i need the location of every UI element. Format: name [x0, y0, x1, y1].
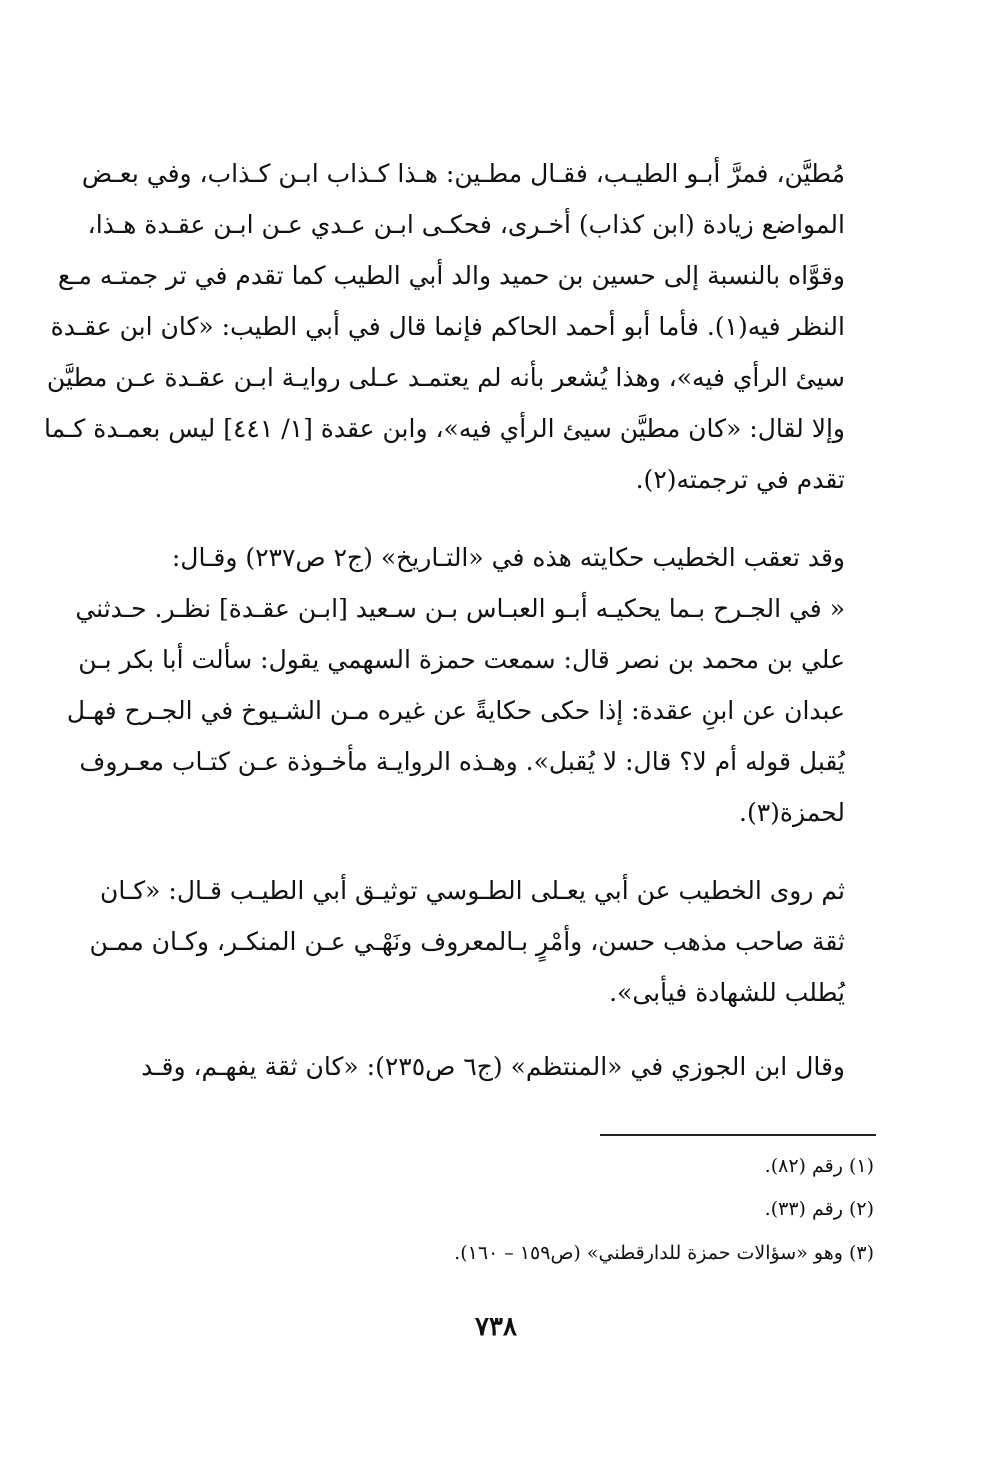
text-line: وقد تعقب الخطيب حكايته هذه في «التـاريخ» (ج٢ ص٢٣٧) وقـال:: [171, 543, 845, 572]
footnote: (١) رقم (٨٢).: [764, 1155, 874, 1177]
page-number: ٧٣٨: [475, 1312, 517, 1342]
text-line: عبدان عن ابنِ عقدة: إذا حكى حكايةً عن غيره مـن الشـيوخ في الجـرح فهـل: [66, 696, 845, 725]
text-line: وقوَّاه بالنسبة إلى حسين بن حميد والد أبي الطيب كما تقدم في تر جمتـه مـع: [57, 261, 845, 290]
text-line: لحمزة(٣).: [739, 798, 845, 827]
text-line: ثقة صاحب مذهب حسن، وأمْرٍ بـالمعروف ونَهْـي عـن المنكـر، وكـان ممـن: [89, 927, 845, 956]
footnote: (٢) رقم (٣٣).: [764, 1198, 874, 1220]
text-line: وإلا لقال: «كان مطيَّن سيئ الرأي فيه»، وابن عقدة [١/ ٤٤١] ليس بعمـدة كـما: [44, 414, 845, 443]
text-line: « في الجـرح بـما يحكيـه أبـو العبـاس بـن سـعيد [ابـن عقـدة] نظـر. حـدثني: [75, 594, 845, 623]
text-line: النظر فيه(١). فأما أبو أحمد الحاكم فإنما قال في أبي الطيب: «كان ابن عقـدة: [50, 312, 845, 341]
footnote: (٣) وهو «سؤالات حمزة للدارقطني» (ص١٥٩ – ١٦٠).: [454, 1242, 874, 1264]
text-line: علي بن محمد بن نصر قال: سمعت حمزة السهمي يقول: سألت أبا بكر بـن: [78, 645, 845, 674]
text-line: يُطلب للشهادة فيأبى».: [609, 978, 845, 1007]
footnote-separator: [600, 1134, 876, 1136]
text-line: المواضع زيادة (ابن كذاب) أخـرى، فحكـى ابـن عـدي عـن ابـن عقـدة هـذا،: [87, 210, 845, 239]
text-line: سيئ الرأي فيه»، وهذا يُشعر بأنه لم يعتمـد عـلى روايـة ابـن عقـدة عـن مطيَّن: [46, 363, 845, 392]
text-line: وقال ابن الجوزي في «المنتظم» (ج٦ ص٢٣٥): «كان ثقة يفهـم، وقـد: [141, 1052, 845, 1081]
text-line: ثم روى الخطيب عن أبي يعـلى الطـوسي توثيـق أبي الطيـب قـال: «كـان: [99, 876, 845, 905]
text-line: مُطيَّن، فمرَّ أبـو الطيـب، فقـال مطـين: هـذا كـذاب ابـن كـذاب، وفي بعـض: [81, 159, 845, 188]
text-line: تقدم في ترجمته(٢).: [635, 465, 845, 494]
text-line: يُقبل قوله أم لا؟ قال: لا يُقبل». وهـذه الروايـة مأخـوذة عـن كتـاب معـروف: [79, 747, 845, 776]
